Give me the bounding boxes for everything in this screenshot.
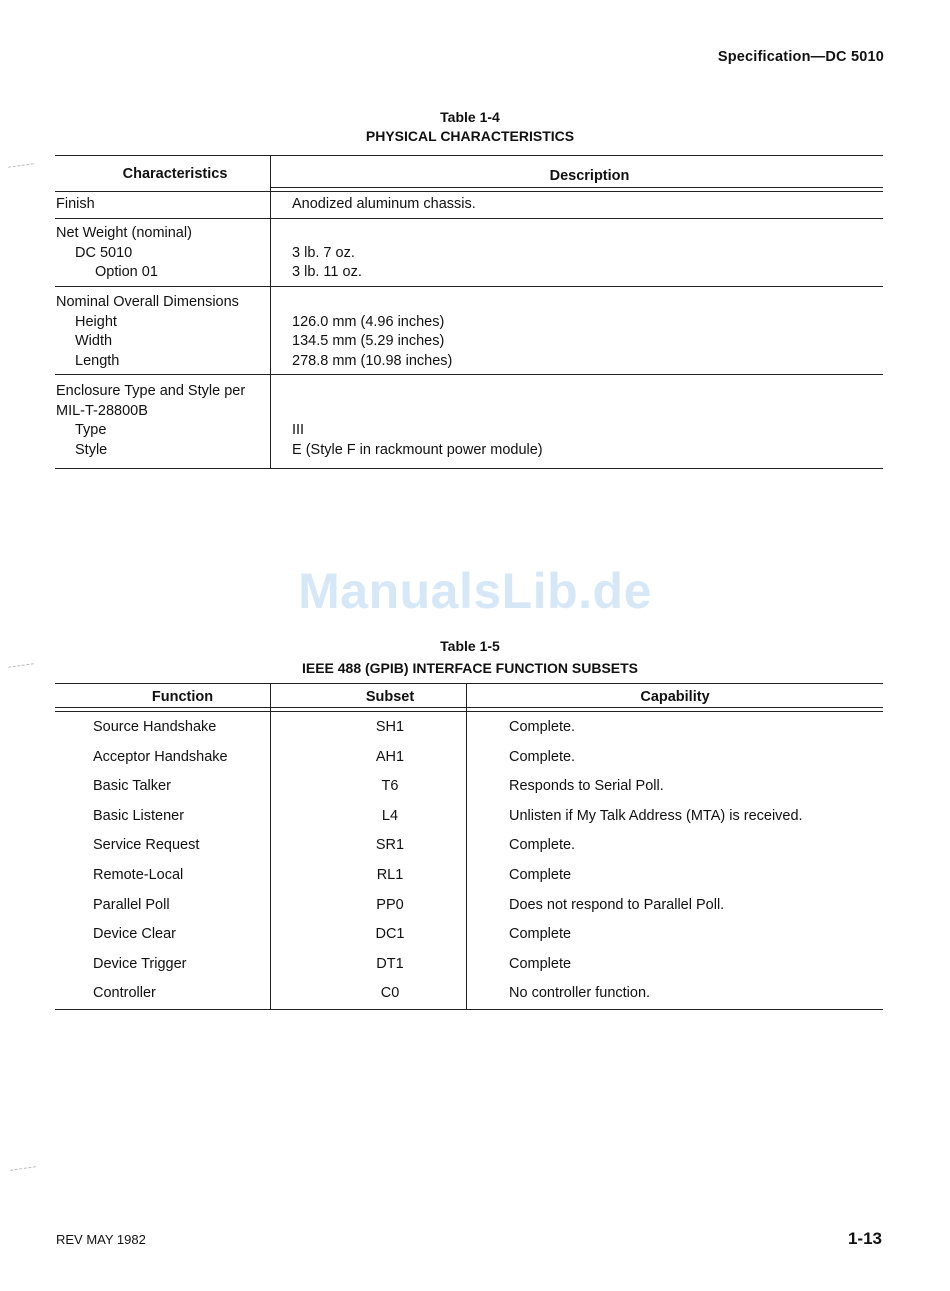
table5-bottom-rule: [55, 1009, 883, 1010]
table4-characteristic: Net Weight (nominal): [56, 225, 192, 241]
table5-subset: T6: [381, 778, 399, 795]
table5-number: Table 1-5: [440, 638, 500, 654]
table4-description: III: [292, 422, 305, 439]
table5-function: Remote-Local: [93, 867, 184, 883]
table5-subset: C0: [380, 985, 400, 1002]
table5-header-double-rule: [55, 707, 883, 712]
table5-capability: Unlisten if My Talk Address (MTA) is received.: [509, 807, 803, 824]
table5-capability: No controller function.: [509, 985, 651, 1002]
table5-header-function: Function: [151, 689, 214, 705]
table4-header-rule: [55, 191, 270, 192]
table5-top-rule: [55, 683, 883, 684]
table4-characteristic: Option 01: [95, 264, 158, 281]
table5-title: IEEE 488 (GPIB) INTERFACE FUNCTION SUBSETS: [301, 660, 639, 676]
table4-header-double-rule: [270, 187, 883, 192]
table4-characteristic: Finish: [56, 196, 95, 212]
table5-function: Acceptor Handshake: [93, 748, 228, 765]
table4-row-rule: [55, 218, 883, 219]
table5-capability: Complete.: [509, 748, 576, 765]
table5-function: Device Trigger: [93, 955, 187, 972]
table4-column-divider: [270, 155, 271, 468]
table5-subset: DT1: [376, 955, 404, 972]
watermark: ManualsLib.de: [298, 563, 652, 619]
footer-revision: REV MAY 1982: [56, 1232, 146, 1247]
table4-description: 134.5 mm (5.29 inches): [292, 333, 445, 350]
table4-title: PHYSICAL CHARACTERISTICS: [365, 128, 575, 144]
table4-characteristic: Style: [75, 441, 108, 458]
table4-characteristic: MIL-T-28800B: [56, 402, 148, 419]
table4-description: 3 lb. 7 oz.: [292, 244, 355, 261]
table4-row-rule: [55, 374, 883, 375]
table4-header-description: Description: [549, 168, 630, 184]
table5-subset: SR1: [375, 837, 405, 854]
page-number: 1-13: [847, 1229, 882, 1248]
table5-function: Controller: [93, 985, 156, 1002]
table5-subset: DC1: [375, 926, 405, 943]
table5-function: Basic Talker: [93, 778, 171, 795]
table4-description: 126.0 mm (4.96 inches): [292, 313, 445, 330]
table4-number: Table 1-4: [440, 109, 500, 125]
table4-row-rule: [55, 286, 883, 287]
table4-characteristic: Length: [75, 352, 120, 369]
table4-description: 3 lb. 11 oz.: [292, 264, 362, 281]
table4-characteristic: Width: [75, 333, 113, 350]
table5-subset: PP0: [376, 896, 404, 913]
table5-header-capability: Capability: [640, 689, 710, 705]
table4-bottom-rule: [55, 468, 883, 469]
scan-mark: [8, 163, 34, 168]
table5-capability: Responds to Serial Poll.: [509, 778, 664, 795]
table5-function: Device Clear: [93, 926, 176, 943]
table4-description: Anodized aluminum chassis.: [292, 196, 476, 212]
table5-subset: RL1: [376, 867, 404, 883]
table5-capability: Does not respond to Parallel Poll.: [509, 896, 725, 913]
table4-description: E (Style F in rackmount power module): [292, 441, 543, 458]
table5-subset: SH1: [375, 719, 405, 735]
table5-capability: Complete: [509, 867, 572, 883]
table5-subset: L4: [381, 807, 399, 824]
table4-characteristic: Enclosure Type and Style per: [56, 383, 246, 399]
table5-function: Parallel Poll: [93, 896, 170, 913]
table5-function: Source Handshake: [93, 719, 217, 735]
table5-function: Basic Listener: [93, 807, 185, 824]
table4-header-characteristics: Characteristics: [122, 166, 228, 182]
table5-capability: Complete.: [509, 837, 576, 854]
table4-characteristic: DC 5010: [75, 244, 133, 261]
table5-capability: Complete.: [509, 719, 576, 735]
table5-capability: Complete: [509, 955, 572, 972]
table4-characteristic: Height: [75, 313, 117, 330]
table5-function: Service Request: [93, 837, 200, 854]
table5-capability: Complete: [509, 926, 572, 943]
table4-characteristic: Type: [75, 422, 107, 439]
table4-characteristic: Nominal Overall Dimensions: [56, 294, 239, 310]
table5-header-subset: Subset: [365, 689, 415, 705]
scan-mark: [10, 1166, 36, 1171]
table5-subset: AH1: [375, 748, 405, 765]
table4-description: 278.8 mm (10.98 inches): [292, 352, 453, 369]
table4-top-rule: [55, 155, 883, 156]
running-header: Specification—DC 5010: [717, 49, 884, 65]
